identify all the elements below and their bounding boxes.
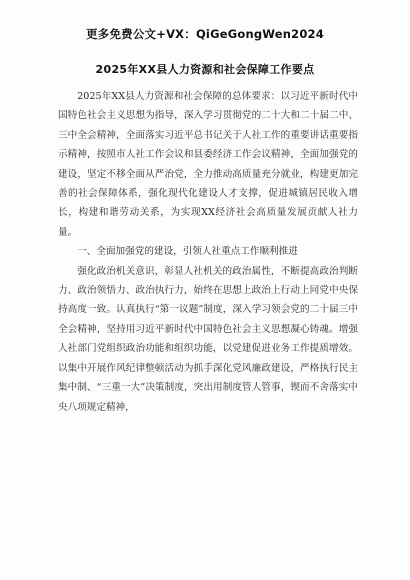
watermark-header: 更多免费公文+VX：QiGeGongWen2024 bbox=[86, 27, 324, 41]
document-title: 2025年XX县人力资源和社会保障工作要点 bbox=[95, 63, 315, 76]
document-body bbox=[58, 87, 358, 417]
intro-paragraph: 2025年XX县人力资源和社会保障的总体要求：以习近平新时代中国特色社会主义思想为指导，深入学习贯彻党的二十大和二十届二中、三中全会精神，全面落实习近平总书记关于人社工作的重要讲话重要指示精神，按照市人社工作会议和县委经济工作会议精神，全面加强党的建设，坚定不移全面从严治党，全力推动高质量充分就业，构建更加完善的社会保障体系，强化现代化建设人才支撑，促进城镇居民收入增长，构建和谐劳动关系，为实现XX经济社会高质量发展贡献人社力量。 bbox=[58, 91, 358, 238]
section-paragraph: 强化政治机关意识，彰显人社机关的政治属性，不断提高政治判断力、政治领悟力、政治执行力，始终在思想上政治上行动上同党中央保持高度一致。认真执行“第一议题”制度，深入学习领会党的二十届三中全会精神，坚持用习近平新时代中国特色社会主义思想凝心铸魂。增强人社部门党组织政治功能和组织功能，以党建促进业务工作提质增效。以集中开展作风纪律整顿活动为抓手深化党风廉政建设，严格执行民主集中制、“三重一大”决策制度，突出用制度管人管事，锲而不舍落实中央八项规定精神， bbox=[58, 265, 358, 413]
section-heading: 一、全面加强党的建设，引领人社重点工作顺利推进 bbox=[77, 246, 298, 258]
